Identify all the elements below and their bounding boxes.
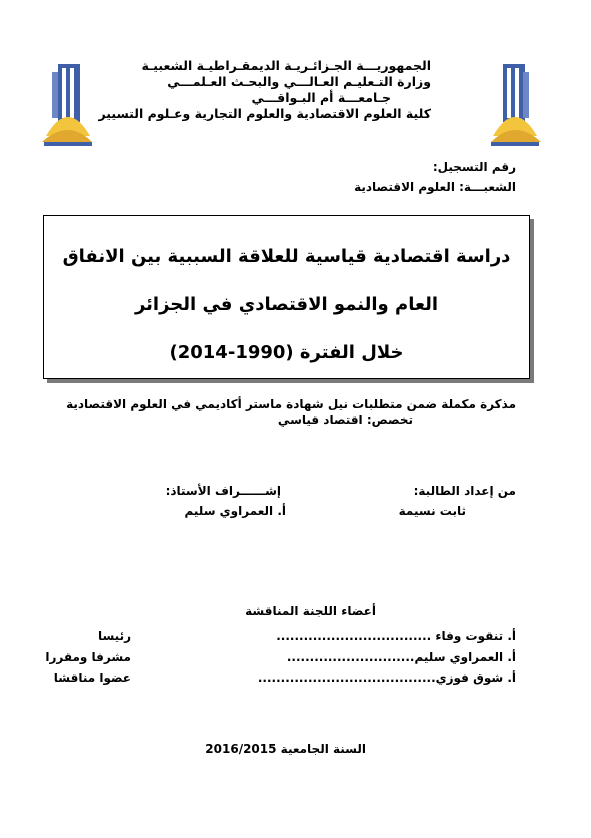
header-university: جـامعـــة أم البـواقـــي [251,90,391,105]
branch-field: الشعبـــة: العلوم الاقتصادية [354,180,516,194]
supervisor-name: أ. العمراوي سليم [184,504,286,518]
institution-header [98,58,431,122]
committee-member-name: أ. شوق فوزي....................................... [257,671,516,685]
committee-member-name: أ. العمراوي سليم............................ [286,650,516,664]
committee-heading: أعضاء اللجنة المناقشة [245,604,376,618]
thesis-title-line3: خلال الفترة (1990-2014) [169,342,404,363]
header-ministry: وزارة التـعليـم العـالـــي والبحـث العـلمـــي [167,74,431,89]
academic-year: السنة الجامعية 2016/2015 [205,742,366,756]
thesis-title-line1: دراسة اقتصادية قياسية للعلاقة السببية بين الانفاق [62,246,511,267]
registration-number: رقم التسجيل: [432,160,516,174]
thesis-specialty: تخصص: اقتصاد قياسي [277,413,413,427]
thesis-title-line2: العام والنمو الاقتصادي في الجزائر [134,294,439,315]
committee-member-name: أ. تنقوت وفاء .................................. [276,629,516,643]
university-logo-left [40,58,96,148]
header-faculty: كلية العلوم الاقتصادية والعلوم التجارية وعـلوم التسيير [98,106,431,121]
header-republic: الجمهوريـــة الجـزائـريـة الديمقـراطيـة الشعبيـة [141,58,431,73]
committee-member-role: عضوا مناقشا [53,671,131,685]
committee-member-role: رئيسا [97,629,131,643]
thesis-description: مذكرة مكملة ضمن متطلبات نيل شهادة ماستر أكاديمي في العلوم الاقتصادية [66,397,516,411]
committee-member-role: مشرفا ومقررا [45,650,131,664]
supervisor-label: إشــــــراف الأستاذ: [165,484,281,498]
thesis-title-box [43,215,530,379]
university-logo-right [487,58,543,148]
student-name: ثابت نسيمة [398,504,466,518]
student-label: من إعداد الطالبة: [413,484,516,498]
